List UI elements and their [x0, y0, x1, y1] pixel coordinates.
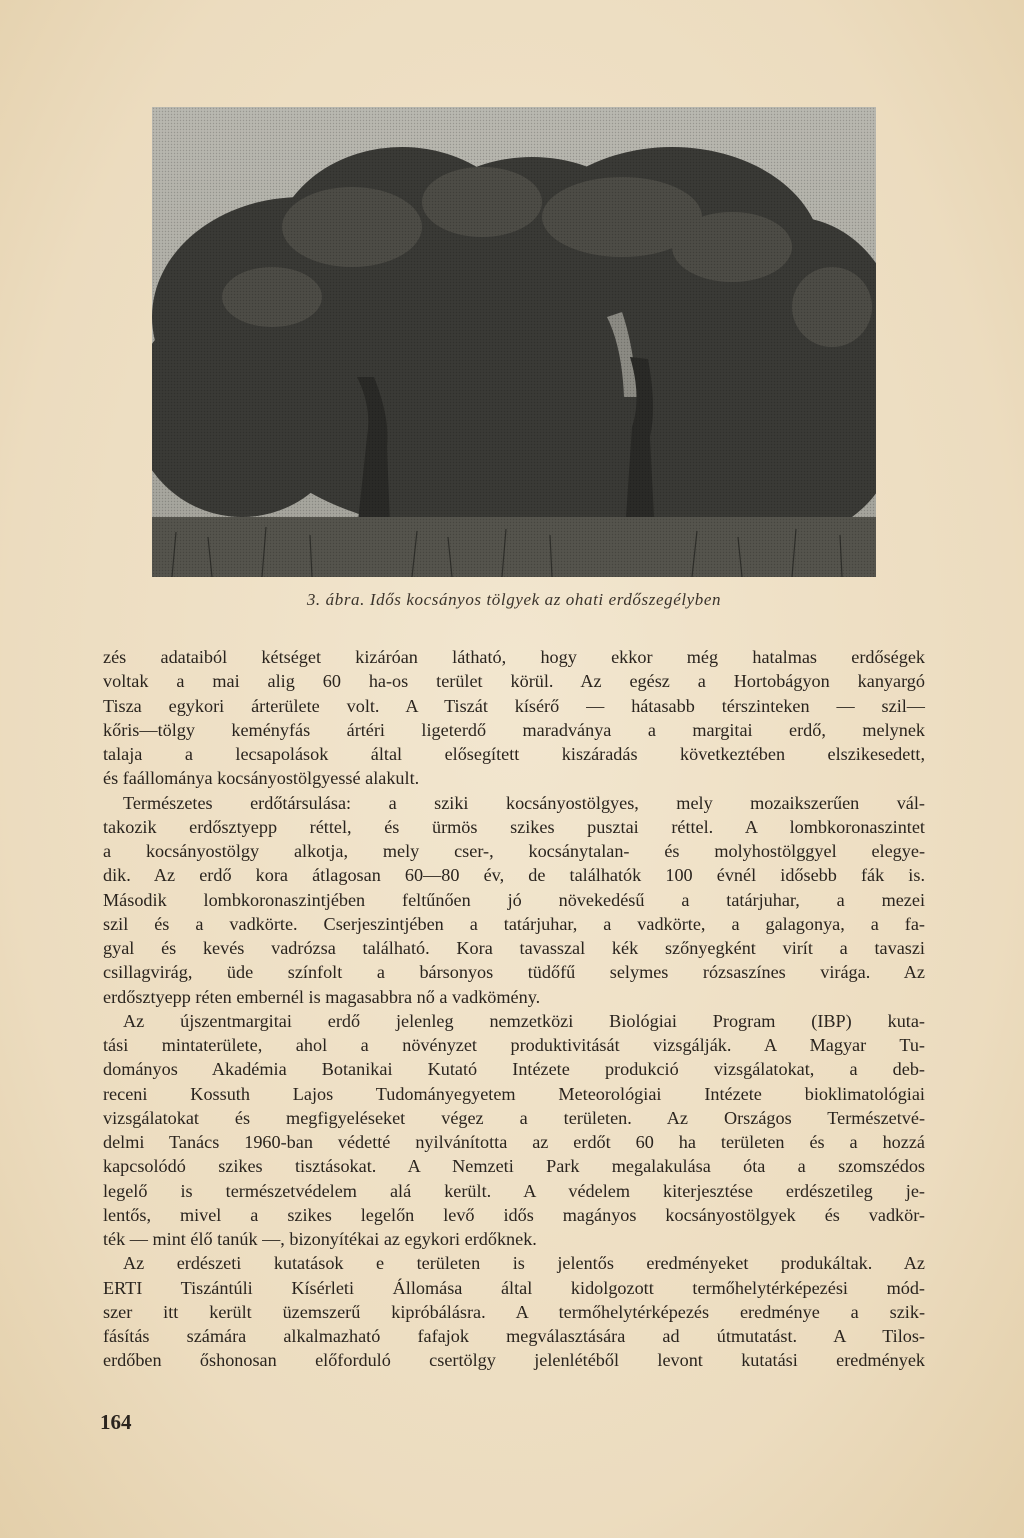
text-line: Természetes erdőtársulása: a sziki kocsányostölgyes, mely mozaikszerűen vál- — [123, 792, 925, 813]
text-line: talaja a lecsapolások által elősegített kiszáradás következtében elszikesedett, — [103, 744, 925, 764]
text-line: Tisza egykori árterülete volt. A Tiszát kísérő — hátasabb térszinteken — szil— — [103, 695, 925, 716]
text-line: ték — mint élő tanúk —, bizonyítékai az egykori erdőknek. — [103, 1229, 537, 1249]
paragraph — [103, 1251, 925, 1372]
text-line: receni Kossuth Lajos Tudományegyetem Meteorológiai Intézete bioklimatológiai — [103, 1083, 925, 1104]
text-line: gyal és kevés vadrózsa található. Kora tavasszal kék szőnyegként virít a tavaszi — [103, 938, 925, 958]
text-line: erdőben őshonosan előforduló csertölgy jelenlétéből levont kutatási eredmények — [103, 1350, 925, 1371]
text-line: dományos Akadémia Botanikai Kutató Intézete produkció vizsgálatokat, a deb- — [103, 1059, 925, 1080]
text-line: a kocsányostölgy alkotja, mely cser-, kocsánytalan- és molyhostölggyel elegye- — [103, 841, 925, 861]
paragraph — [103, 791, 925, 1009]
text-line: kőris—tölgy keményfás ártéri ligeterdő maradványa a margitai erdő, melynek — [103, 719, 925, 740]
text-line: erdősztyepp réten embernél is magasabbra nő a vadkömény. — [103, 986, 541, 1007]
text-line: ERTI Tiszántúli Kísérleti Állomása által kidolgozott termőhelytérképezési mód- — [103, 1277, 925, 1298]
text-line: szil és a vadkörte. Cserjeszintjében a tatárjuhar, a vadkörte, a galagonya, a fa- — [103, 913, 925, 934]
paragraph — [103, 645, 925, 791]
text-line: és faállománya kocsányostölgyessé alakult. — [103, 768, 420, 789]
text-line: voltak a mai alig 60 ha-os terület körül. Az egész a Hortobágyon kanyargó — [103, 671, 925, 692]
oak-trees-photo — [152, 107, 876, 577]
text-line: dik. Az erdő kora átlagosan 60—80 év, de találhatók 100 évnél idősebb fák is. — [103, 865, 925, 886]
text-line: lentős, mivel a szikes legelőn levő idős magányos kocsányostölgyek és vadkör- — [103, 1204, 925, 1225]
text-line: fásítás számára alkalmazható fafajok megválasztására ad útmutatást. A Tilos- — [103, 1326, 925, 1346]
page-number: 164 — [100, 1410, 132, 1434]
text-line: vizsgálatokat és megfigyeléseket végez a területen. Az Országos Természetvé- — [103, 1107, 925, 1128]
text-line: szer itt került üzemszerű kipróbálásra. A termőhelytérképezés eredménye a szik- — [103, 1301, 925, 1322]
text-line: tási mintaterülete, ahol a növényzet produktivitását vizsgálják. A Magyar Tu- — [103, 1035, 925, 1055]
text-line: legelő is természetvédelem alá került. A védelem kiterjesztése erdészetileg je- — [103, 1180, 925, 1201]
text-line: Az erdészeti kutatások e területen is jelentős eredményeket produkáltak. Az — [123, 1253, 925, 1274]
text-line: csillagvirág, üde színfolt a bársonyos tüdőfű selymes rózsaszínes virága. Az — [103, 962, 925, 983]
body-text — [103, 645, 925, 1373]
text-line: takozik erdősztyepp réttel, és ürmös szikes pusztai réttel. A lombkoronaszintet — [103, 816, 925, 837]
text-line: zés adataiból kétséget kizáróan látható, hogy ekkor még hatalmas erdőségek — [103, 647, 925, 667]
text-line: kapcsolódó szikes tisztásokat. A Nemzeti Park megalakulása óta a szomszédos — [103, 1156, 925, 1177]
text-line: Az újszentmargitai erdő jelenleg nemzetközi Biológiai Program (IBP) kuta- — [123, 1010, 925, 1031]
paragraph — [103, 1009, 925, 1252]
text-line: delmi Tanács 1960-ban védetté nyilvánította az erdőt 60 ha területen és a hozzá — [103, 1132, 925, 1152]
figure-photo — [152, 107, 876, 577]
text-line: Második lombkoronaszintjében feltűnően jó növekedésű a tatárjuhar, a mezei — [103, 889, 925, 910]
figure-caption: 3. ábra. Idős kocsányos tölgyek az ohati erdőszegélyben — [306, 590, 722, 609]
